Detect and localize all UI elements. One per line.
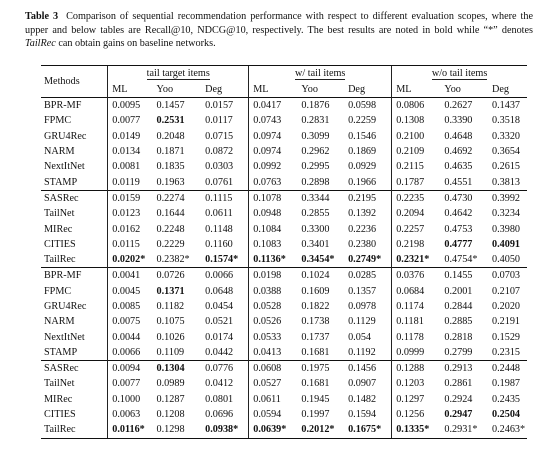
method-name: CITIES bbox=[44, 238, 76, 250]
metric-cell: 0.3401 bbox=[301, 238, 330, 250]
table-row bbox=[41, 221, 527, 236]
metric-cell: 0.0528 bbox=[249, 299, 296, 314]
metric-cell: 0.0303 bbox=[205, 161, 234, 173]
metric-cell: 0.1963 bbox=[156, 176, 185, 188]
metric-cell: 0.0376 bbox=[392, 268, 439, 284]
metric-cell: 0.4050 bbox=[492, 254, 521, 266]
method-name: NextItNet bbox=[44, 331, 85, 343]
metric-cell: 0.2463* bbox=[487, 422, 527, 438]
method-name: BPR-MF bbox=[41, 268, 108, 284]
table-row bbox=[41, 268, 527, 284]
metric-cell: 0.0157 bbox=[200, 98, 249, 114]
metric-cell: 0.2885 bbox=[444, 316, 473, 328]
metric-cell: 0.2504 bbox=[492, 409, 521, 421]
table-row bbox=[41, 113, 527, 128]
metric-cell: 0.1529 bbox=[492, 331, 521, 343]
metric-cell: 0.1335* bbox=[392, 422, 439, 438]
metric-cell: 0.1297 bbox=[392, 392, 439, 407]
table-row bbox=[41, 376, 527, 391]
group-header-row bbox=[41, 66, 527, 82]
metric-cell: 0.1148 bbox=[205, 223, 233, 235]
metric-cell: 0.2995 bbox=[301, 161, 330, 173]
metric-cell: 0.4753 bbox=[444, 223, 473, 235]
metric-cell: 0.0801 bbox=[205, 393, 234, 405]
metric-cell: 0.2274 bbox=[151, 190, 201, 206]
metric-cell: 0.0198 bbox=[249, 268, 296, 284]
metric-cell: 0.3454* bbox=[301, 254, 335, 266]
metric-cell: 0.2913 bbox=[438, 361, 487, 377]
metric-cell: 0.0648 bbox=[205, 285, 234, 297]
metric-cell: 0.1966 bbox=[348, 176, 377, 188]
metric-cell: 0.0066 bbox=[200, 268, 249, 284]
metric-cell: 0.1357 bbox=[348, 285, 377, 297]
method-name: FPMC bbox=[44, 285, 72, 297]
metric-cell: 0.4551 bbox=[444, 176, 473, 188]
table-row bbox=[41, 314, 527, 329]
metric-cell: 0.0045 bbox=[108, 284, 151, 299]
metric-cell: 0.0907 bbox=[348, 378, 377, 390]
metric-cell: 0.1437 bbox=[487, 98, 527, 114]
metric-cell: 0.1288 bbox=[392, 361, 439, 377]
metric-cell: 0.0726 bbox=[151, 268, 201, 284]
metric-cell: 0.1822 bbox=[301, 301, 330, 312]
metric-cell: 0.1298 bbox=[151, 422, 201, 438]
method-name: TailNet bbox=[44, 378, 75, 390]
metric-cell: 0.1026 bbox=[156, 331, 185, 343]
metric-cell: 0.2198 bbox=[392, 237, 439, 252]
metric-cell: 0.1392 bbox=[348, 208, 377, 220]
metric-cell: 0.4091 bbox=[492, 238, 521, 250]
group-header-tail-target bbox=[108, 66, 249, 82]
metric-cell: 0.0527 bbox=[249, 376, 296, 391]
metric-cell: 0.0174 bbox=[205, 331, 234, 343]
method-name: SASRec bbox=[41, 190, 108, 206]
metric-cell: 0.1181 bbox=[392, 314, 439, 329]
metric-cell: 0.0094 bbox=[108, 361, 151, 377]
metric-cell: 0.2248 bbox=[156, 223, 185, 235]
metric-cell: 0.1109 bbox=[156, 346, 185, 358]
metric-cell: 0.1256 bbox=[392, 407, 439, 422]
metric-cell: 0.0978 bbox=[348, 301, 377, 312]
dataset-header: Deg bbox=[348, 83, 366, 95]
metric-cell: 0.0608 bbox=[249, 361, 296, 377]
metric-cell: 0.3234 bbox=[492, 208, 521, 220]
method-name: MIRec bbox=[44, 223, 73, 235]
metric-cell: 0.0063 bbox=[108, 407, 151, 422]
table-row bbox=[41, 284, 527, 299]
table-row bbox=[41, 329, 527, 344]
metric-cell: 0.0202* bbox=[108, 252, 151, 268]
method-name: MIRec bbox=[44, 393, 73, 405]
metric-cell: 0.2924 bbox=[444, 393, 473, 405]
metric-cell: 0.1574* bbox=[205, 254, 239, 266]
table-row bbox=[41, 174, 527, 190]
metric-cell: 0.2947 bbox=[444, 409, 473, 421]
metric-cell: 0.2229 bbox=[156, 238, 185, 250]
metric-cell: 0.4777 bbox=[444, 238, 473, 250]
metric-cell: 0.0085 bbox=[108, 299, 151, 314]
method-name: TailRec bbox=[41, 422, 108, 438]
metric-cell: 0.0743 bbox=[249, 113, 296, 128]
metric-cell: 0.0116* bbox=[108, 422, 151, 438]
metric-cell: 0.0639* bbox=[249, 422, 296, 438]
metric-cell: 0.0454 bbox=[205, 301, 234, 312]
metric-cell: 0.2321* bbox=[392, 252, 439, 268]
table-row bbox=[41, 206, 527, 221]
metric-cell: 0.0761 bbox=[205, 176, 234, 188]
metric-cell: 0.1203 bbox=[392, 376, 439, 391]
table-row bbox=[41, 190, 527, 206]
method-name: NextItNet bbox=[44, 161, 85, 173]
metric-cell: 0.0974 bbox=[249, 144, 296, 159]
metric-cell: 0.2191 bbox=[492, 316, 521, 328]
metric-cell: 0.0948 bbox=[249, 206, 296, 221]
metric-cell: 0.0159 bbox=[108, 190, 151, 206]
metric-cell: 0.2448 bbox=[487, 361, 527, 377]
metric-cell: 0.2048 bbox=[156, 130, 185, 142]
metric-cell: 0.0938* bbox=[200, 422, 249, 438]
dataset-header: Yoo bbox=[301, 83, 318, 95]
metric-cell: 0.0149 bbox=[108, 129, 151, 144]
metric-cell: 0.1075 bbox=[156, 316, 185, 328]
metric-cell: 0.2315 bbox=[492, 346, 521, 358]
metric-cell: 0.2236 bbox=[348, 223, 377, 235]
metric-cell: 0.1308 bbox=[392, 113, 439, 128]
caption-label: Table 3 bbox=[25, 11, 59, 22]
metric-cell: 0.0872 bbox=[205, 146, 234, 158]
metric-cell: 0.1546 bbox=[348, 130, 377, 142]
metric-cell: 0.0388 bbox=[249, 284, 296, 299]
metric-cell: 0.1787 bbox=[392, 174, 439, 190]
metric-cell: 0.1681 bbox=[301, 346, 330, 358]
metric-cell: 0.2749* bbox=[348, 254, 382, 266]
group-label: tail target items bbox=[146, 68, 210, 79]
metric-cell: 0.0526 bbox=[249, 314, 296, 329]
method-name: TailNet bbox=[44, 208, 75, 220]
metric-cell: 0.4648 bbox=[444, 130, 473, 142]
table-row bbox=[41, 407, 527, 422]
table-caption bbox=[25, 10, 533, 51]
metric-cell: 0.2100 bbox=[392, 129, 439, 144]
method-name: GRU4Rec bbox=[44, 130, 87, 142]
metric-cell: 0.4730 bbox=[438, 190, 487, 206]
dataset-header: ML bbox=[249, 81, 296, 98]
metric-cell: 0.1675* bbox=[343, 422, 392, 438]
method-name: TailRec bbox=[44, 254, 76, 266]
metric-cell: 0.0521 bbox=[205, 316, 234, 328]
metric-cell: 0.1997 bbox=[301, 409, 330, 421]
group-header-without-tail bbox=[392, 66, 527, 82]
method-name: FPMC bbox=[44, 115, 72, 127]
metric-cell: 0.1456 bbox=[343, 361, 392, 377]
dataset-header: Yoo bbox=[156, 83, 174, 95]
metric-cell: 0.2435 bbox=[492, 393, 521, 405]
metric-cell: 0.0989 bbox=[156, 378, 185, 390]
table-row bbox=[41, 392, 527, 407]
metric-cell: 0.3992 bbox=[487, 190, 527, 206]
metric-cell: 0.1208 bbox=[156, 409, 185, 421]
table-row bbox=[41, 144, 527, 159]
metric-cell: 0.2257 bbox=[392, 221, 439, 236]
metric-cell: 0.0611 bbox=[205, 208, 233, 220]
metric-cell: 0.1178 bbox=[392, 329, 439, 344]
group-label: w/ tail items bbox=[295, 68, 346, 79]
metric-cell: 0.0285 bbox=[343, 268, 392, 284]
metric-cell: 0.1737 bbox=[301, 331, 330, 343]
metric-cell: 0.0806 bbox=[392, 98, 439, 114]
metric-cell: 0.2012* bbox=[295, 422, 343, 438]
methods-header: Methods bbox=[41, 66, 108, 98]
metric-cell: 0.3813 bbox=[492, 176, 521, 188]
metric-cell: 0.0533 bbox=[249, 329, 296, 344]
metric-cell: 0.1987 bbox=[492, 378, 521, 390]
caption-model-name: TailRec bbox=[25, 38, 56, 50]
table-row bbox=[41, 361, 527, 377]
metric-cell: 0.1287 bbox=[156, 393, 185, 405]
metric-cell: 0.1083 bbox=[249, 237, 296, 252]
method-name: SASRec bbox=[41, 361, 108, 377]
metric-cell: 0.1078 bbox=[249, 190, 296, 206]
metric-cell: 0.0992 bbox=[249, 159, 296, 174]
metric-cell: 0.0776 bbox=[200, 361, 249, 377]
metric-cell: 0.3390 bbox=[444, 115, 473, 127]
metric-cell: 0.1182 bbox=[156, 301, 185, 312]
metric-cell: 0.3320 bbox=[492, 130, 521, 142]
metric-cell: 0.4642 bbox=[444, 208, 473, 220]
metric-cell: 0.2627 bbox=[438, 98, 487, 114]
metric-cell: 0.1136* bbox=[249, 252, 296, 268]
dataset-header: ML bbox=[108, 81, 151, 98]
dataset-header: Deg bbox=[205, 83, 223, 95]
metric-cell: 0.2818 bbox=[444, 331, 473, 343]
metric-cell: 0.054 bbox=[348, 331, 371, 343]
dataset-header: Deg bbox=[492, 83, 509, 95]
metric-cell: 0.2094 bbox=[392, 206, 439, 221]
metric-cell: 0.1945 bbox=[301, 393, 330, 405]
metric-cell: 0.4754* bbox=[444, 254, 478, 266]
metric-cell: 0.2020 bbox=[492, 301, 521, 312]
metric-cell: 0.1455 bbox=[438, 268, 487, 284]
metric-cell: 0.0763 bbox=[249, 174, 296, 190]
metric-cell: 0.0134 bbox=[108, 144, 151, 159]
table-row bbox=[41, 345, 527, 361]
metric-cell: 0.2195 bbox=[343, 190, 392, 206]
metric-cell: 0.1609 bbox=[301, 285, 330, 297]
metric-cell: 0.1457 bbox=[151, 98, 201, 114]
metric-cell: 0.1738 bbox=[301, 316, 330, 328]
metric-cell: 0.1174 bbox=[392, 299, 439, 314]
metric-cell: 0.0119 bbox=[108, 174, 151, 190]
table-row bbox=[41, 159, 527, 174]
table-row bbox=[41, 299, 527, 314]
metric-cell: 0.2855 bbox=[301, 208, 330, 220]
metric-cell: 0.2962 bbox=[301, 146, 330, 158]
metric-cell: 0.3344 bbox=[295, 190, 343, 206]
metric-cell: 0.0081 bbox=[108, 159, 151, 174]
metric-cell: 0.0974 bbox=[249, 129, 296, 144]
method-name: NARM bbox=[44, 146, 75, 158]
metric-cell: 0.0115 bbox=[108, 237, 151, 252]
results-table bbox=[41, 65, 527, 439]
metric-cell: 0.1594 bbox=[348, 409, 377, 421]
metric-cell: 0.1869 bbox=[348, 146, 377, 158]
metric-cell: 0.1115 bbox=[200, 190, 249, 206]
metric-cell: 0.0417 bbox=[249, 98, 296, 114]
metric-cell: 0.1304 bbox=[151, 361, 201, 377]
metric-cell: 0.0715 bbox=[205, 130, 234, 142]
metric-cell: 0.2382* bbox=[156, 254, 190, 266]
metric-cell: 0.1871 bbox=[156, 146, 185, 158]
metric-cell: 0.2001 bbox=[444, 285, 473, 297]
dataset-header: Yoo bbox=[444, 83, 461, 95]
metric-cell: 0.2844 bbox=[444, 301, 473, 312]
method-name: STAMP bbox=[44, 346, 78, 358]
caption-text-before: Comparison of sequential recommendation performance with respect to different evaluation scopes, where the upper and below tables are Recall@10, NDCG@10, respectively. The best results are noted in bold while “*” denotes bbox=[25, 11, 533, 36]
metric-cell: 0.0117 bbox=[205, 115, 233, 127]
caption-text-after: can obtain gains on baseline networks. bbox=[55, 38, 216, 50]
metric-cell: 0.3099 bbox=[301, 130, 330, 142]
metric-cell: 0.0999 bbox=[392, 345, 439, 361]
group-label: w/o tail items bbox=[431, 68, 488, 79]
dataset-header-row bbox=[41, 81, 527, 98]
metric-cell: 0.0412 bbox=[205, 378, 234, 390]
metric-cell: 0.0077 bbox=[108, 113, 151, 128]
metric-cell: 0.1192 bbox=[348, 346, 376, 358]
metric-cell: 0.4635 bbox=[444, 161, 473, 173]
metric-cell: 0.0703 bbox=[487, 268, 527, 284]
table-row bbox=[41, 237, 527, 252]
metric-cell: 0.2931* bbox=[438, 422, 487, 438]
metric-cell: 0.0611 bbox=[249, 392, 296, 407]
metric-cell: 0.0598 bbox=[343, 98, 392, 114]
metric-cell: 0.0075 bbox=[108, 314, 151, 329]
metric-cell: 0.3518 bbox=[492, 115, 521, 127]
metric-cell: 0.1160 bbox=[205, 238, 233, 250]
metric-cell: 0.2259 bbox=[348, 115, 377, 127]
metric-cell: 0.0696 bbox=[205, 409, 234, 421]
metric-cell: 0.1644 bbox=[156, 208, 185, 220]
metric-cell: 0.2861 bbox=[444, 378, 473, 390]
metric-cell: 0.1371 bbox=[156, 285, 185, 297]
metric-cell: 0.1975 bbox=[295, 361, 343, 377]
table-row bbox=[41, 422, 527, 438]
metric-cell: 0.2380 bbox=[348, 238, 377, 250]
metric-cell: 0.1084 bbox=[249, 221, 296, 236]
table-row bbox=[41, 129, 527, 144]
method-name: STAMP bbox=[44, 176, 78, 188]
group-header-with-tail bbox=[249, 66, 392, 82]
metric-cell: 0.2799 bbox=[444, 346, 473, 358]
metric-cell: 0.1835 bbox=[156, 161, 185, 173]
metric-cell: 0.1876 bbox=[295, 98, 343, 114]
metric-cell: 0.0041 bbox=[108, 268, 151, 284]
method-name: BPR-MF bbox=[41, 98, 108, 114]
metric-cell: 0.0077 bbox=[108, 376, 151, 391]
table-row bbox=[41, 98, 527, 114]
metric-cell: 0.2109 bbox=[392, 144, 439, 159]
metric-cell: 0.2615 bbox=[492, 161, 521, 173]
metric-cell: 0.2531 bbox=[156, 115, 185, 127]
dataset-header: ML bbox=[392, 81, 439, 98]
method-name: GRU4Rec bbox=[44, 301, 87, 312]
metric-cell: 0.1681 bbox=[301, 378, 330, 390]
table-row bbox=[41, 252, 527, 268]
metric-cell: 0.1482 bbox=[348, 393, 377, 405]
metric-cell: 0.1129 bbox=[348, 316, 376, 328]
metric-cell: 0.0684 bbox=[392, 284, 439, 299]
method-name: NARM bbox=[44, 316, 75, 328]
metric-cell: 0.3300 bbox=[301, 223, 330, 235]
metric-cell: 0.0123 bbox=[108, 206, 151, 221]
metric-cell: 0.0066 bbox=[108, 345, 151, 361]
metric-cell: 0.2898 bbox=[301, 176, 330, 188]
metric-cell: 0.2831 bbox=[301, 115, 330, 127]
metric-cell: 0.4692 bbox=[444, 146, 473, 158]
metric-cell: 0.0594 bbox=[249, 407, 296, 422]
metric-cell: 0.3980 bbox=[492, 223, 521, 235]
metric-cell: 0.0929 bbox=[348, 161, 377, 173]
metric-cell: 0.2115 bbox=[392, 159, 439, 174]
metric-cell: 0.2107 bbox=[492, 285, 521, 297]
metric-cell: 0.0044 bbox=[108, 329, 151, 344]
metric-cell: 0.0442 bbox=[205, 346, 234, 358]
metric-cell: 0.2235 bbox=[392, 190, 439, 206]
metric-cell: 0.0413 bbox=[249, 345, 296, 361]
metric-cell: 0.0095 bbox=[108, 98, 151, 114]
metric-cell: 0.1000 bbox=[108, 392, 151, 407]
metric-cell: 0.3654 bbox=[492, 146, 521, 158]
method-name: CITIES bbox=[44, 409, 76, 421]
results-body bbox=[41, 98, 527, 439]
metric-cell: 0.1024 bbox=[295, 268, 343, 284]
metric-cell: 0.0162 bbox=[108, 221, 151, 236]
